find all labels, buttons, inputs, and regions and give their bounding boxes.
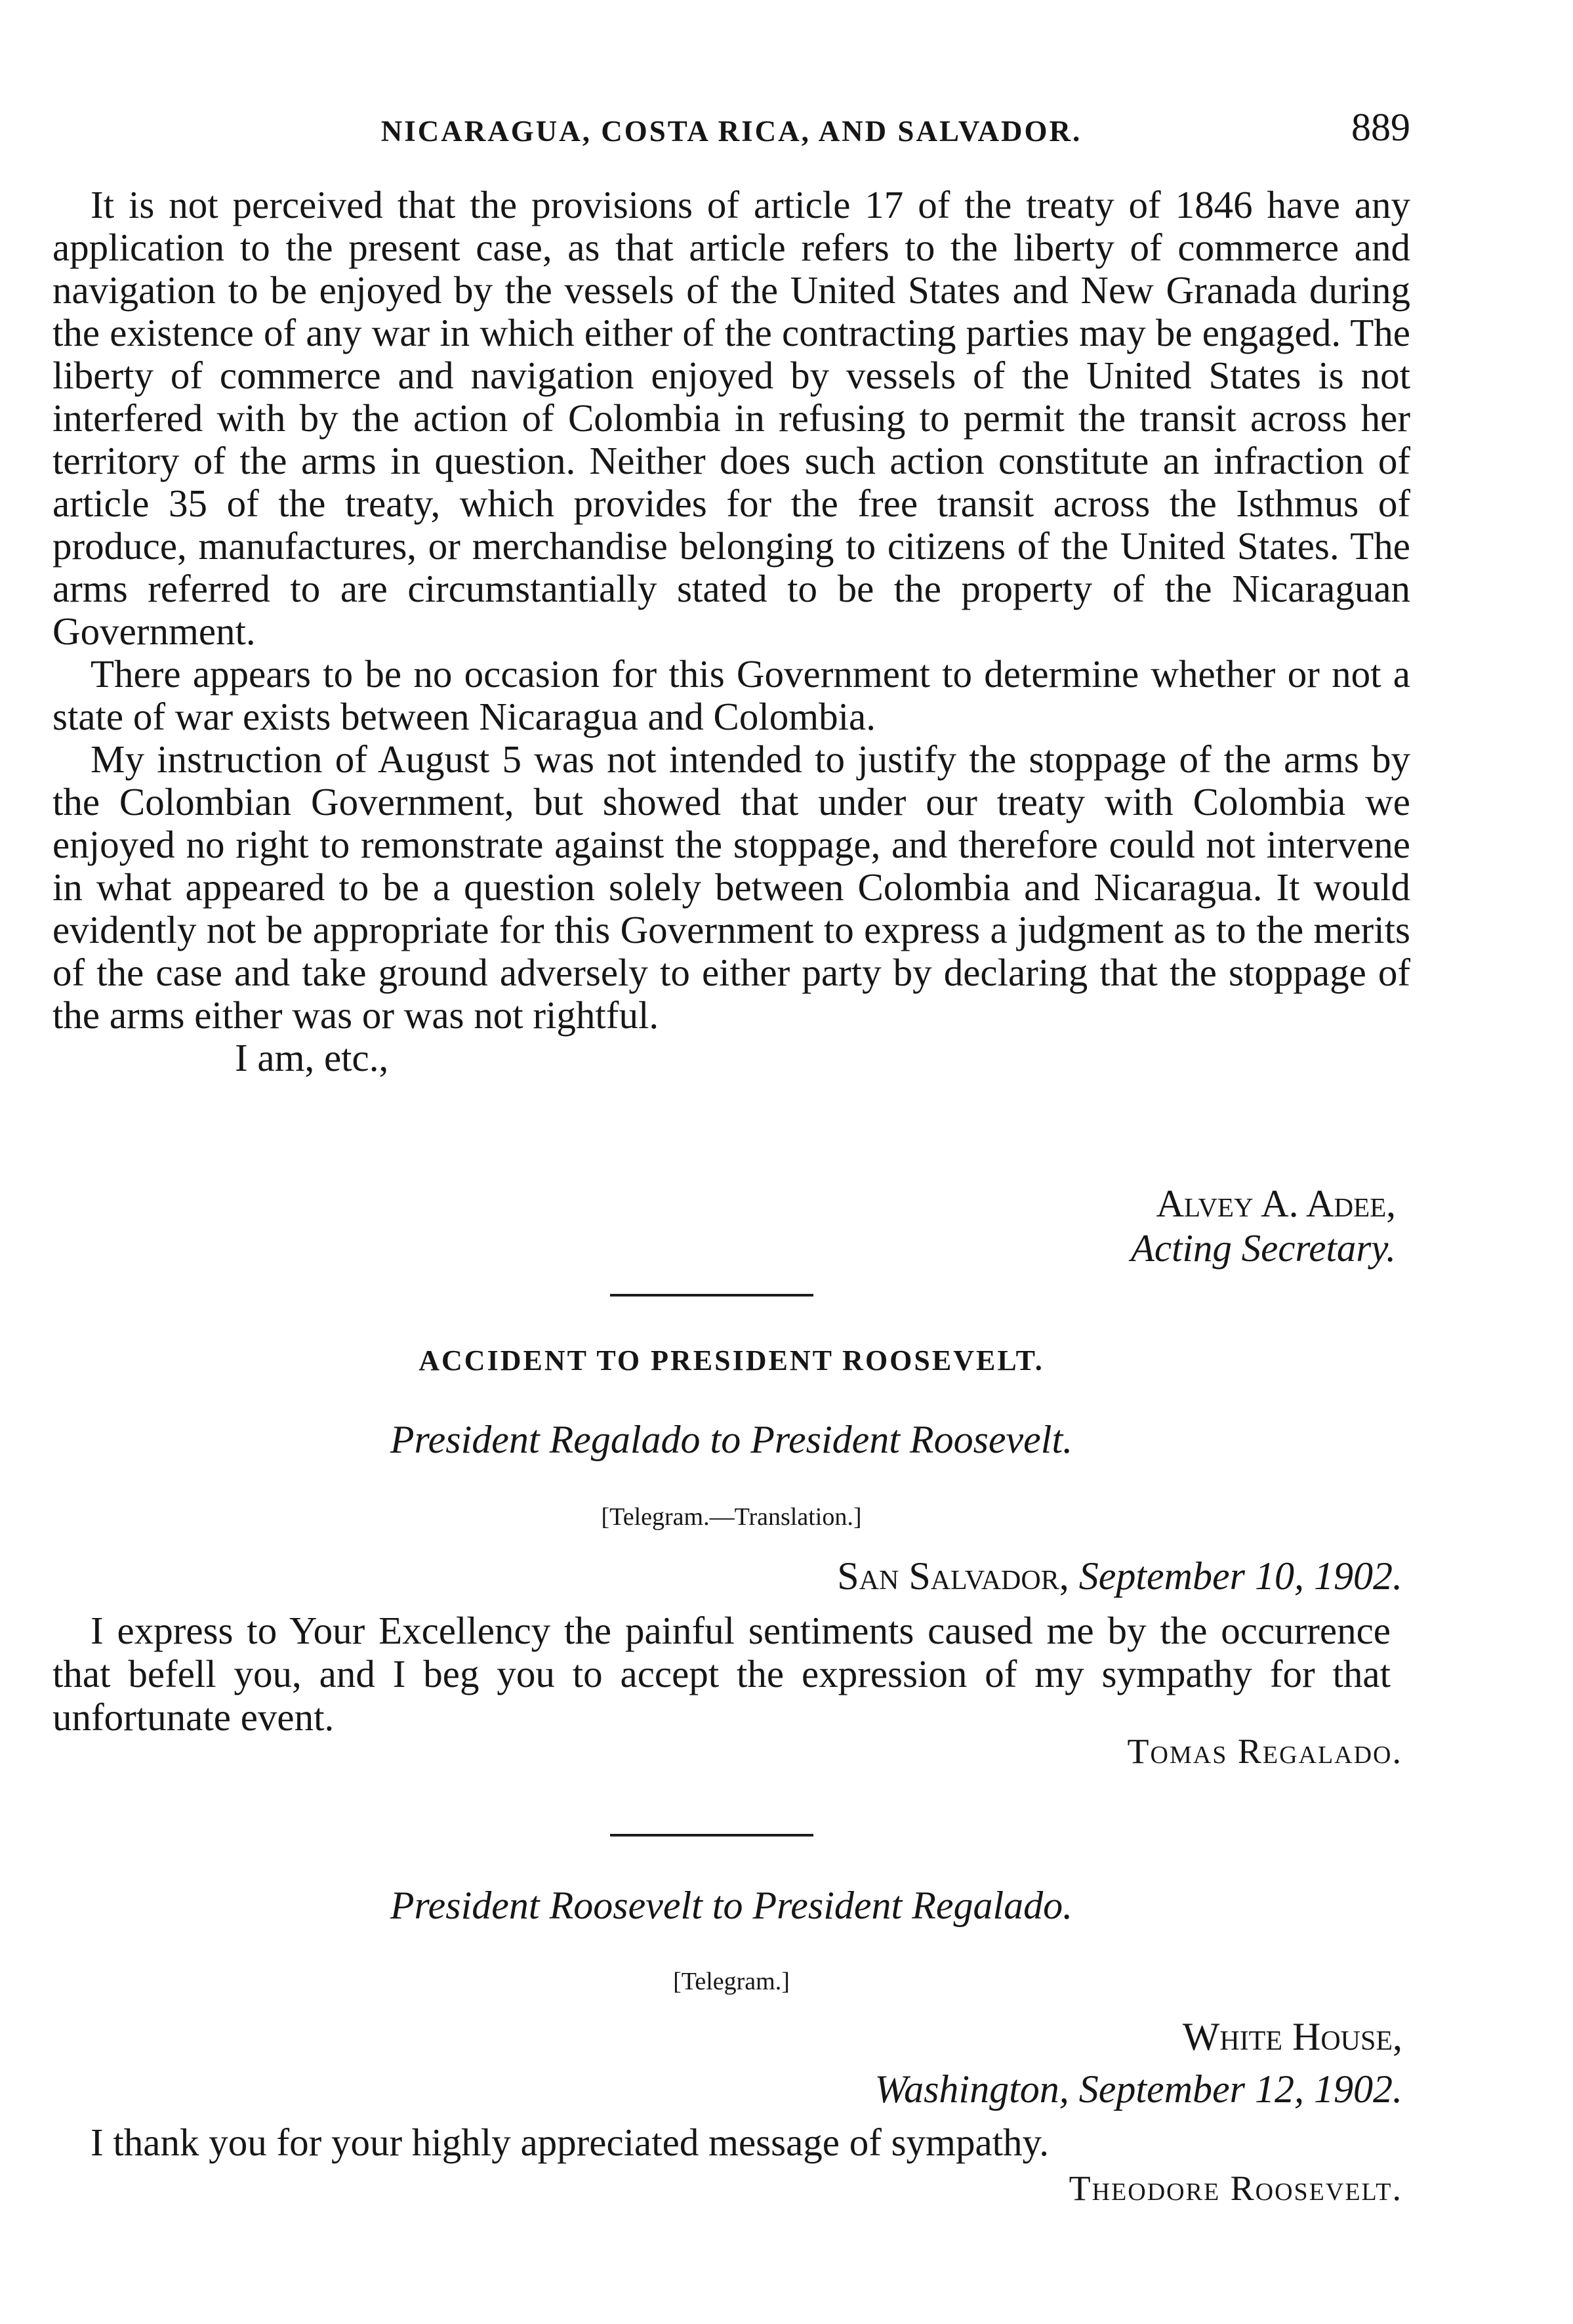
section-heading: ACCIDENT TO PRESIDENT ROOSEVELT. xyxy=(419,1344,1044,1377)
telegram-1-body: I express to Your Excellency the painful sentiments caused me by the occurrence that befell you, and I beg you to accept the expression of my sympathy for that unfortunate event. xyxy=(52,1609,1391,1739)
running-title: NICARAGUA, COSTA RICA, AND SALVADOR. xyxy=(380,115,1082,148)
telegram-1-signer: Tomas Regalado. xyxy=(1127,1732,1402,1771)
section-divider xyxy=(610,1294,813,1297)
telegram-2-signer: Theodore Roosevelt. xyxy=(1069,2168,1402,2208)
telegram-1-place: San Salvador, xyxy=(837,1554,1069,1598)
telegram-2-place: White House, xyxy=(1182,2015,1402,2058)
telegram-divider xyxy=(610,1834,813,1836)
telegram-1-date: September 10, 1902. xyxy=(1078,1554,1402,1598)
letter-body xyxy=(52,184,1410,1079)
running-header xyxy=(52,105,1410,157)
letter-paragraph-2: There appears to be no occasion for this Government to determine whether or not a state of war exists between Nicaragua and Colombia. xyxy=(52,652,1410,738)
letter-closing: I am, etc., xyxy=(235,1036,389,1079)
telegram-1-title: President Regalado to President Roosevelt. xyxy=(390,1418,1073,1461)
signer-title: Acting Secretary. xyxy=(1130,1226,1396,1270)
telegram-2-note: [Telegram.] xyxy=(673,1968,790,1995)
page-number: 889 xyxy=(1351,106,1410,149)
telegram-2-date: Washington, September 12, 1902. xyxy=(874,2067,1402,2111)
letter-paragraph-1: It is not perceived that the provisions of article 17 of the treaty of 1846 have any application to the present case, as that article refers to the liberty of commerce and navigation to be enjoyed by the vessels of the United States and New Granada during the existence of any war in which either of the contracting parties may be engaged. The liberty of commerce and navigation enjoyed by vessels of the United States is not interfered with by the action of Colombia in refusing to permit the transit across her territory of the arms in question. Neither does such action constitute an infraction of article 35 of the treaty, which provides for the free transit across the Isthmus of produce, manufactures, or merchandise belonging to citizens of the United States. The arms referred to are circumstantially stated to be the property of the Nicaraguan Government. xyxy=(52,183,1410,653)
letter-signature xyxy=(1131,1181,1396,1270)
telegram-2-body: I thank you for your highly appreciated message of sympathy. xyxy=(91,2121,1049,2164)
signer-name: Alvey A. Adee, xyxy=(1156,1182,1396,1225)
telegram-1-note: [Telegram.—Translation.] xyxy=(601,1503,862,1531)
letter-paragraph-3: My instruction of August 5 was not intended to justify the stoppage of the arms by the Colombian Government, but showed that under our treaty with Colombia we enjoyed no right to remonstrate against the stoppage, and therefore could not intervene in what appeared to be a question solely between Colombia and Nicaragua. It would evidently not be appropriate for this Government to express a judgment as to the merits of the case and take ground adversely to either party by declaring that the stoppage of the arms either was or was not rightful. xyxy=(52,737,1410,1037)
telegram-2-title: President Roosevelt to President Regalado. xyxy=(390,1884,1073,1927)
telegram-1-dateline xyxy=(837,1554,1402,1599)
